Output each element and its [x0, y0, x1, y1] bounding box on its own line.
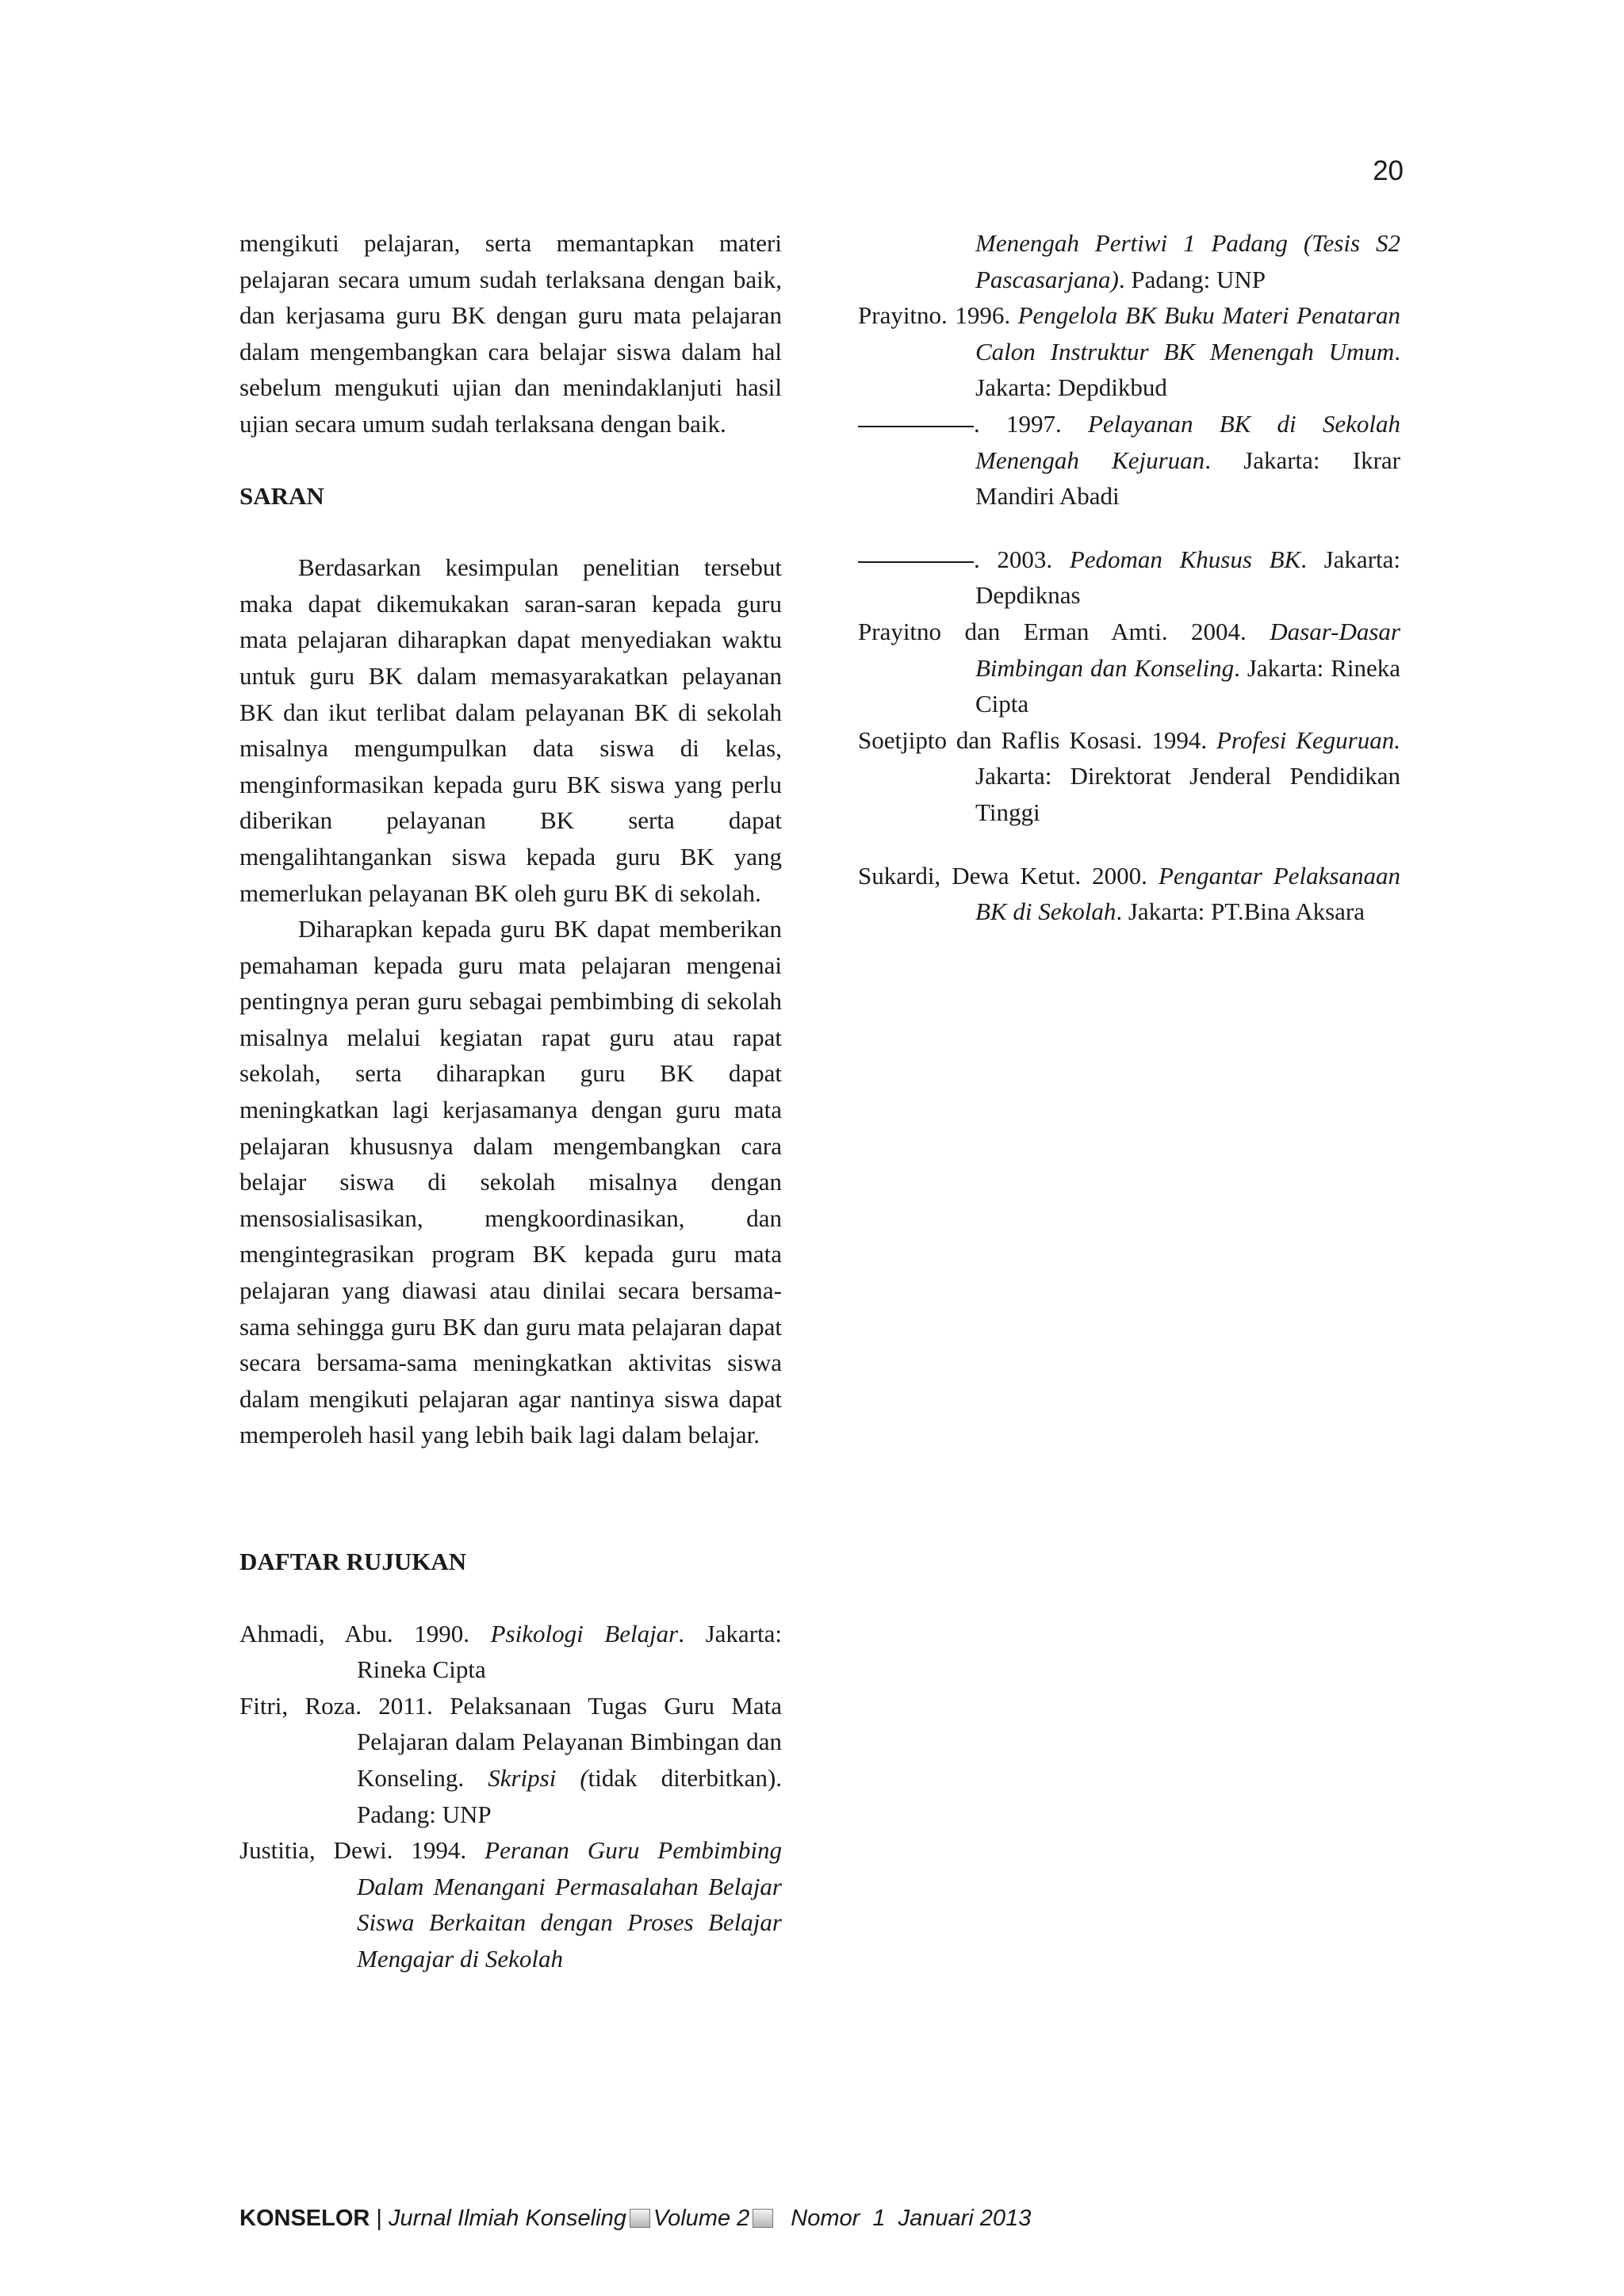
square-bullet-icon: [753, 2209, 773, 2228]
author-repeat-rule: [858, 561, 974, 563]
right-column: [858, 225, 1400, 930]
left-column: [239, 225, 782, 1977]
intro-paragraph: mengikuti pelajaran, serta memantapkan materi pelajaran secara umum sudah terlaksana dengan baik, dan kerjasama guru BK dengan guru mata pelajaran dalam mengembangkan cara belajar siswa dalam hal sebelum mengukuti ujian dan menindaklanjuti hasil ujian secara umum sudah terlaksana dengan baik.: [239, 229, 782, 438]
journal-name: KONSELOR: [239, 2206, 370, 2231]
references-heading: DAFTAR RUJUKAN: [239, 1548, 467, 1575]
page-footer: [239, 2206, 1031, 2232]
reference-prayitno-1996: Prayitno. 1996. Pengelola BK Buku Materi Penataran Calon Instruktur BK Menengah Umum. Jakarta: Depdikbud: [858, 301, 1400, 402]
saran-heading: SARAN: [239, 481, 324, 510]
saran-paragraph-1: Berdasarkan kesimpulan penelitian tersebut maka dapat dikemukakan saran-saran kepada guru mata pelajaran diharapkan dapat menyediakan waktu untuk guru BK dalam memasyarakatkan pelayanan BK dan ikut terlibat dalam pelayanan BK di sekolah misalnya mengumpulkan data siswa di kelas, menginformasikan kepada guru BK siswa yang perlu diberikan pelayanan BK serta dapat mengalihtangankan siswa kepada guru BK yang memerlukan pelayanan BK oleh guru BK di sekolah.: [239, 553, 782, 907]
journal-issue: Nomor 1 Januari 2013: [791, 2206, 1032, 2231]
reference-fitri: Fitri, Roza. 2011. Pelaksanaan Tugas Guru Mata Pelajaran dalam Pelayanan Bimbingan dan Konseling. Skripsi (tidak diterbitkan). Padang: UNP: [239, 1691, 783, 1828]
reference-prayitno-amti: Prayitno dan Erman Amti. 2004. Dasar-Dasar Bimbingan dan Konseling. Jakarta: Rineka Cipta: [858, 617, 1401, 718]
reference-ahmadi: Ahmadi, Abu. 1990. Psikologi Belajar. Jakarta: Rineka Cipta: [239, 1619, 782, 1684]
page-number: 20: [1373, 155, 1404, 186]
reference-prayitno-1997: . 1997. Pelayanan BK di Sekolah Menengah Kejuruan. Jakarta: Ikrar Mandiri Abadi: [858, 406, 1400, 515]
author-repeat-rule: [858, 426, 974, 427]
journal-subtitle: Jurnal Ilmiah Konseling: [389, 2206, 626, 2231]
reference-sukardi: Sukardi, Dewa Ketut. 2000. Pengantar Pelaksanaan BK di Sekolah. Jakarta: PT.Bina Aksara: [858, 861, 1400, 926]
reference-justitia: Justitia, Dewi. 1994. Peranan Guru Pembimbing Dalam Menangani Permasalahan Belajar Siswa Berkaitan dengan Proses Belajar Mengajar di Sekolah: [239, 1836, 782, 1973]
journal-volume: Volume 2: [653, 2206, 750, 2231]
reference-prayitno-2003: . 2003. Pedoman Khusus BK. Jakarta: Depdiknas: [858, 541, 1400, 614]
saran-paragraph-2: Diharapkan kepada guru BK dapat memberikan pemahaman kepada guru mata pelajaran mengenai pentingnya peran guru sebagai pembimbing di sekolah misalnya melalui kegiatan rapat guru atau rapat sekolah, serta diharapkan guru BK dapat meningkatkan lagi kerjasamanya dengan guru mata pelajaran khususnya dalam mengembangkan cara belajar siswa di sekolah misalnya dengan mensosialisasikan, mengkoordinasikan, dan mengintegrasikan program BK kepada guru mata pelajaran yang diawasi atau dinilai secara bersama-sama sehingga guru BK dan guru mata pelajaran dapat secara bersama-sama meningkatkan aktivitas siswa dalam mengikuti pelajaran agar nantinya siswa dapat memperoleh hasil yang lebih baik lagi dalam belajar.: [239, 915, 782, 1449]
reference-soetjipto: Soetjipto dan Raflis Kosasi. 1994. Profesi Keguruan. Jakarta: Direktorat Jenderal Pendidikan Tinggi: [858, 725, 1400, 826]
reference-justitia-continued: Menengah Pertiwi 1 Padang (Tesis S2 Pascasarjana). Padang: UNP: [975, 229, 1400, 293]
square-bullet-icon: [630, 2209, 650, 2228]
footer-separator: |: [370, 2206, 389, 2231]
